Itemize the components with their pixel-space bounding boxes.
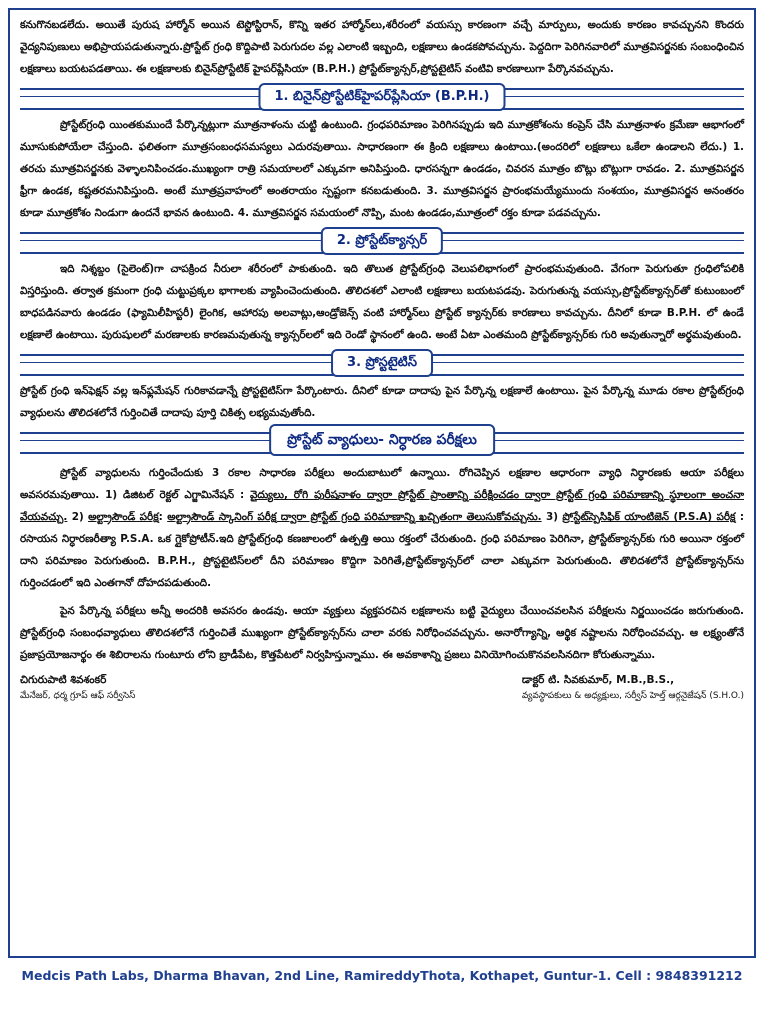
section-heading-bar [20, 348, 744, 378]
heading-bph: 1. బినైన్‌ప్రోస్టేటిక్‌హైపర్‌ప్లేసియా (B.P.H.) [258, 83, 505, 111]
tests-ultrasound-title: అల్ట్రాసౌండ్ పరీక్ష [88, 511, 159, 523]
tests-text: 3) [541, 511, 563, 523]
signature-block [20, 672, 744, 704]
intro-paragraph: కనుగొనబడలేదు. అయితే పురుష హార్మోన్ అయిన టెస్టోస్టిరాన్, కొన్ని ఇతర హార్మోన్‌లు,శరీరంలో వయస్సు కారణంగా వచ్చే మార్పులు, అందుకు కారణం కావచ్చునని కొందరు వైద్యనిపుణులు అభిప్రాయపడుతున్నారు.ప్రోస్టేట్ గ్రంధి కొద్దిపాటి పెరుగుదల వల్ల ఎలాంటి ఇబ్బంది, లక్షణాలు ఉండకపోవచ్చును. పెద్దదిగా పెరిగినవారిలో మూత్రవిసర్జనకు సంబంధించిన లక్షణాలు బయటపడతాయి. ఈ లక్షణాలకు బినైన్‌ప్రోస్టేటిక్ హైపర్‌ప్లేసియా (B.P.H.) ప్రోస్టేట్‌క్యాన్సర్,ప్రోస్టటైటిస్ వంటివి కారణాలుగా పేర్కొనవచ్చును. [20, 19, 744, 75]
signature-left-name: చిగురుపాటి శివశంకర్ [20, 674, 107, 686]
tests-text: ప్రోస్టేట్ వ్యాధులను గుర్తించేందుకు 3 రకాల సాధారణ పరీక్షలు అందుబాటులో ఉన్నాయి. రోగిచెప్పిన లక్షణాల ఆధారంగా వ్యాధి నిర్ధారణకు ఆయా పరీక్షలు అవసరమవుతాయి. 1) డిజిటల్ రెక్టల్ ఎగ్జామినేషన్ : [20, 467, 744, 501]
section-prostatitis-body: ప్రోస్టేట్ గ్రంధి ఇన్‌ఫెక్షన్ వల్ల ఇన్‌ఫ్లమేషన్ గురికావడాన్నే ప్రోస్టటైటిస్‌గా పేర్కొంటారు. దీనిలో కూడా దాదాపు పైన పేర్కొన్న లక్షణాలే ఉంటాయి. పైన పేర్కొన్న మూడు రకాల ప్రోస్టేట్‌గ్రంధి వ్యాధులను తొలిదశలోనే గుర్తించితే దాదాపు పూర్తి చికిత్స లభ్యమవుతోంది. [20, 385, 744, 419]
signature-right [522, 672, 744, 704]
content-frame [8, 8, 756, 958]
signature-left [20, 672, 135, 704]
tests-dre-desc: వైద్యులు, రోగి పురీషనాళం ద్వారా ప్రోస్టేట్ ప్రాంతాన్ని పరీక్షించడం ద్వారా ప్రోస్టేట్ గ్రంధి పరిమాణాన్ని స్థూలంగా అంచనా వేయవచ్చు. [20, 489, 744, 523]
signature-right-name: డాక్టర్ టి. సివకుమార్, M.B.,B.S., [521, 674, 675, 686]
section-bph-body: ప్రోస్టేట్‌గ్రంధి యింతకుముందే పేర్కొన్నట్లుగా మూత్రనాళంను చుట్టి ఉంటుంది. గ్రంధపరిమాణం పెరిగినప్పుడు ఇది మూత్రకోశంను కంప్రెస్ చేసి మూత్రనాళం క్రమేణా ఆభాగంలో మూసుకుపోయేలా చేస్తుంది. ఫలితంగా మూత్రసంబంధసమస్యలు ఎదురవుతాయి. సాధారణంగా ఈ క్రింది లక్షణాలు ఉంటాయి.(అందరిలో లక్షణాలు ఒకేలా ఉండాలని లేదు.) 1. తరచు మూత్రవిసర్జనకు వెళ్ళాలనిపించడం.ముఖ్యంగా రాత్రి సమయాలలో ఎక్కువగా అనిపిస్తుంది. ధారసన్నగా ఉండడం, చివరన మూత్రం బొట్లు బొట్లుగా రావడం. 2. మూత్రవిసర్జన ఫ్రీగా ఉండక, కష్టతరమనిపిస్తుంది. అంటే మూత్రప్రవాహంలో అంతరాయం స్పష్టంగా కనబడుతుంది. 3. మూత్రవిసర్జన ప్రారంభమయ్యేముందు సంశయం, మూత్రవిసర్జన అనంతరం కూడా మూత్రకోశం నిండుగా ఉందనే భావన ఉంటుంది. 4. మూత్రవిసర్జన సమయంలో నొప్పి, మంట ఉండడం,మూత్రంలో రక్తం కూడా పడవచ్చును. [20, 119, 744, 219]
tests-ultrasound-desc: అల్ట్రాసౌండ్ స్కానింగ్ పరీక్ష ద్వారా ప్రోస్టేట్ గ్రంధి పరిమాణాన్ని ఖచ్చితంగా తెలుసుకోవచ్చును. [167, 511, 542, 523]
tests-psa-title: ప్రోస్టేట్‌స్పెసిఫిక్ యాంటిజెన్ (P.S.A) పరీక్ష [562, 511, 736, 523]
section-cancer-body: ఇది నిశ్శబ్దం (సైలెంట్)గా చాపక్రింద నీరులా శరీరంలో పాకుతుంది. ఇది తొలుత ప్రోస్టేట్‌గ్రంధి వెలుపలిభాగంలో ప్రారంభమవుతుంది. వేగంగా పెరుగుతూ గ్రంధిలోపలికి విస్తరిస్తుంది. తర్వాత క్రమంగా గ్రంధి చుట్టుప్రక్కల భాగాలకు వ్యాపించెందుతుంది. తొలిదశలో ఎలాంటి లక్షణాలు బయటపడవు. పెరుగుతున్న వయస్సు,ప్రోస్టేట్‌క్యాన్సర్‌తో కుటుంబంలో బాధపడినవారు ఉండడం (ఫ్యామిలీహిస్టరీ) లైంగిక, ఆహారపు అలవాట్లు,ఆండ్రోజెన్స్ వంటి హార్మోన్‌లు ప్రోస్టేట్ క్యాన్సర్‌కు కారణాలు కావచ్చును. దీనిలో కూడా B.P.H. లో ఉండే లక్షణాలే ఉంటాయి. పురుషులలో మరణాలకు కారణమవుతున్న క్యాన్సర్‌లలో ఇది రెండో స్థానంలో ఉంది. అంటే ఏటా ఎంతమంది ప్రోస్టేట్‌క్యాన్సర్‌కు గురి అవుతున్నారో అర్థమవుతుంది. [20, 263, 744, 341]
heading-prostate-cancer: 2. ప్రోస్టేట్‌క్యాన్సర్ [321, 227, 443, 255]
section-heading-bar [20, 82, 744, 112]
heading-tests: ప్రోస్టేట్ వ్యాధులు- నిర్ధారణ పరీక్షలు [269, 424, 495, 456]
tests-paragraph [20, 462, 744, 594]
footer-address: Medcis Path Labs, Dharma Bhavan, 2nd Line, RamireddyThota, Kothapet, Guntur-1. Cell : 9848391212 [21, 968, 743, 983]
tests-text: : [158, 511, 168, 523]
tests-text: : రసాయన నిర్ధారణరీత్యా P.S.A. ఒక గ్లైకోప్రోటీన్.ఇది ప్రోస్టేట్‌గ్రంధి కణజాలంలో ఉత్పత్తి అయి రక్తంలో చేరుతుంది. గ్రంధి పరిమాణం పెరిగినా, ప్రోస్టేట్‌క్యాన్సర్‌కు గురి అయినా రక్తంలో దాని పరిమాణం పెరుగుతుంది. B.P.H., ప్రోస్టటైటిస్‌లలో దీని పరిమాణం కొద్దిగా పెరిగితే,ప్రోస్టేట్‌క్యాన్సర్‌లో చాలా ఎక్కువగా పెరుగుతుంది. తొలిదశలోనే ప్రోస్టేట్‌క్యాన్సర్‌ను గుర్తించడంలో ఇది ఎంతగానో దోహదపడుతుంది. [20, 511, 744, 589]
tests-text: 2) [67, 511, 89, 523]
heading-prostatitis: 3. ప్రోస్టటైటిస్ [331, 349, 433, 377]
closing-paragraph: పైన పేర్కొన్న పరీక్షలు అన్నీ అందరికి అవసరం ఉండవు. ఆయా వ్యక్తులు వ్యక్తపరచిన లక్షణాలను బట్టి వైద్యులు చేయించవలసిన పరీక్షలను నిర్ణయించడం జరుగుతుంది. ప్రోస్టేట్‌గ్రంధి సంబంధవ్యాధులు తొలిదశలోనే గుర్తించితే ముఖ్యంగా ప్రోస్టేట్‌క్యాన్సర్‌ను చాలా వరకు నిరోధించవచ్చును. అనారోగ్యాన్ని, ఆర్థిక నష్టాలను నిరోధించవచ్చు. ఆ లక్ష్యంతోనే ప్రజాప్రయోజనార్థం ఈ శిబిరాలను గుంటూరు లోని బ్రాడీపేట, కొత్తపేటలో నిర్వహిస్తున్నాము. ఈ అవకాశాన్ని ప్రజలు వినియోగించుకొనవలసినదిగా కోరుతున్నాము. [20, 605, 745, 661]
section-heading-bar [20, 226, 744, 256]
signature-right-role: వ్యవస్థాపకులు & అధ్యక్షులు, సర్వీస్ హెల్త్ ఆర్గనైజేషన్ (S.H.O.) [521, 691, 744, 701]
section-heading-bar [20, 426, 744, 460]
signature-left-role: మేనేజర్, ధర్మ గ్రూప్ ఆఫ్ సర్వీసెస్ [20, 691, 136, 701]
